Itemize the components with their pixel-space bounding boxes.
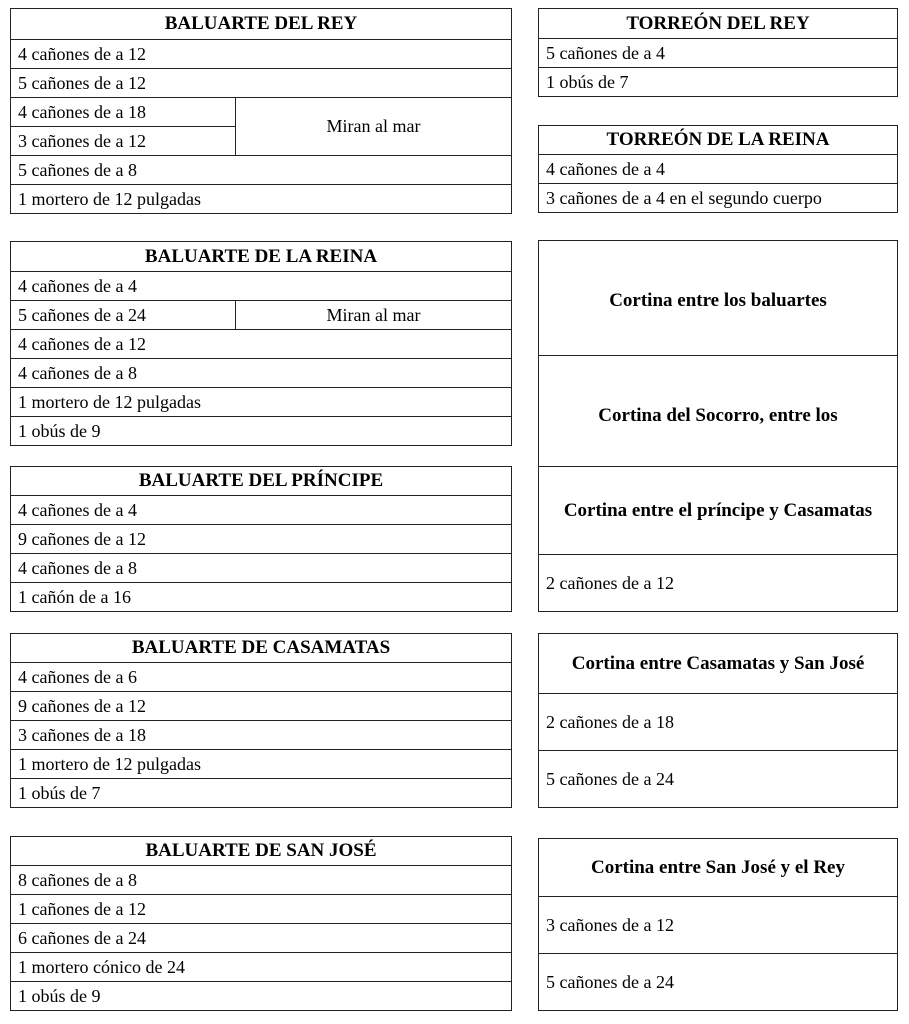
table-cell: 4 cañones de a 12 (11, 40, 512, 69)
table-title: TORREÓN DEL REY (539, 9, 898, 39)
table-cell: 2 cañones de a 18 (539, 694, 898, 751)
table-cell: 4 cañones de a 12 (11, 330, 512, 359)
table-baluarte-del-principe (10, 466, 512, 612)
table-cell: 5 cañones de a 8 (11, 156, 512, 185)
table-cell: 9 cañones de a 12 (11, 525, 512, 554)
miran-al-mar-cell: Miran al mar (236, 98, 512, 156)
table-cell: 1 obús de 7 (11, 779, 512, 808)
table-cell: 4 cañones de a 8 (11, 554, 512, 583)
table-cell: 5 cañones de a 4 (539, 39, 898, 68)
table-cell: 5 cañones de a 12 (11, 69, 512, 98)
table-cell: 1 mortero de 12 pulgadas (11, 185, 512, 214)
table-cell: 1 obús de 9 (11, 982, 512, 1011)
title-line: Cortina entre los baluartes (609, 289, 827, 311)
table-title: Cortina entre el príncipe y Casamatas (539, 467, 898, 555)
table-cell: 1 cañón de a 16 (11, 583, 512, 612)
table-cell: 8 cañones de a 8 (11, 866, 512, 895)
table-cortina-principe-y-casamatas (538, 466, 898, 612)
table-cell: 1 mortero de 12 pulgadas (11, 388, 512, 417)
table-cell: 4 cañones de a 6 (11, 663, 512, 692)
table-cell: 4 cañones de a 4 (539, 155, 898, 184)
table-cell: 1 mortero de 12 pulgadas (11, 750, 512, 779)
table-cell: 5 cañones de a 24 (539, 751, 898, 808)
table-title: BALUARTE DE CASAMATAS (11, 634, 512, 663)
table-title: BALUARTE DE SAN JOSÉ (11, 837, 512, 866)
table-cell: 3 cañones de a 4 en el segundo cuerpo (539, 184, 898, 213)
table-baluarte-de-san-jose (10, 836, 512, 1011)
table-cell: 6 cañones de a 24 (11, 924, 512, 953)
table-cell: 1 obús de 7 (539, 68, 898, 97)
table-cortina-san-jose-y-el-rey (538, 838, 898, 1011)
table-title: BALUARTE DEL PRÍNCIPE (11, 467, 512, 496)
table-cell: 5 cañones de a 24 (539, 954, 898, 1011)
table-cell: 4 cañones de a 8 (11, 359, 512, 388)
table-cell: 1 cañones de a 12 (11, 895, 512, 924)
table-title: BALUARTE DE LA REINA (11, 242, 512, 272)
table-cell: 3 cañones de a 12 (11, 127, 236, 156)
table-torreon-del-rey (538, 8, 898, 97)
table-title: Cortina entre Casamatas y San José (539, 634, 898, 694)
table-title: Cortina entre San José y el Rey (539, 839, 898, 897)
table-baluarte-de-casamatas (10, 633, 512, 808)
table-baluarte-del-rey (10, 8, 512, 214)
table-cortina-casamatas-y-san-jose (538, 633, 898, 808)
title-line: Cortina del Socorro, entre los (598, 404, 838, 426)
miran-al-mar-cell: Miran al mar (236, 301, 512, 330)
table-title: TORREÓN DE LA REINA (539, 126, 898, 155)
table-cell: 5 cañones de a 24 (11, 301, 236, 330)
table-cell: 1 mortero cónico de 24 (11, 953, 512, 982)
table-cell: 4 cañones de a 18 (11, 98, 236, 127)
table-cell: 9 cañones de a 12 (11, 692, 512, 721)
table-torreon-de-la-reina (538, 125, 898, 213)
table-title: BALUARTE DEL REY (11, 9, 512, 40)
table-cell: 1 obús de 9 (11, 417, 512, 446)
table-cell: 3 cañones de a 12 (539, 897, 898, 954)
table-cell: 4 cañones de a 4 (11, 272, 512, 301)
table-cell: 3 cañones de a 18 (11, 721, 512, 750)
table-cell: 2 cañones de a 12 (539, 555, 898, 612)
table-cell: 4 cañones de a 4 (11, 496, 512, 525)
table-baluarte-de-la-reina (10, 241, 512, 446)
